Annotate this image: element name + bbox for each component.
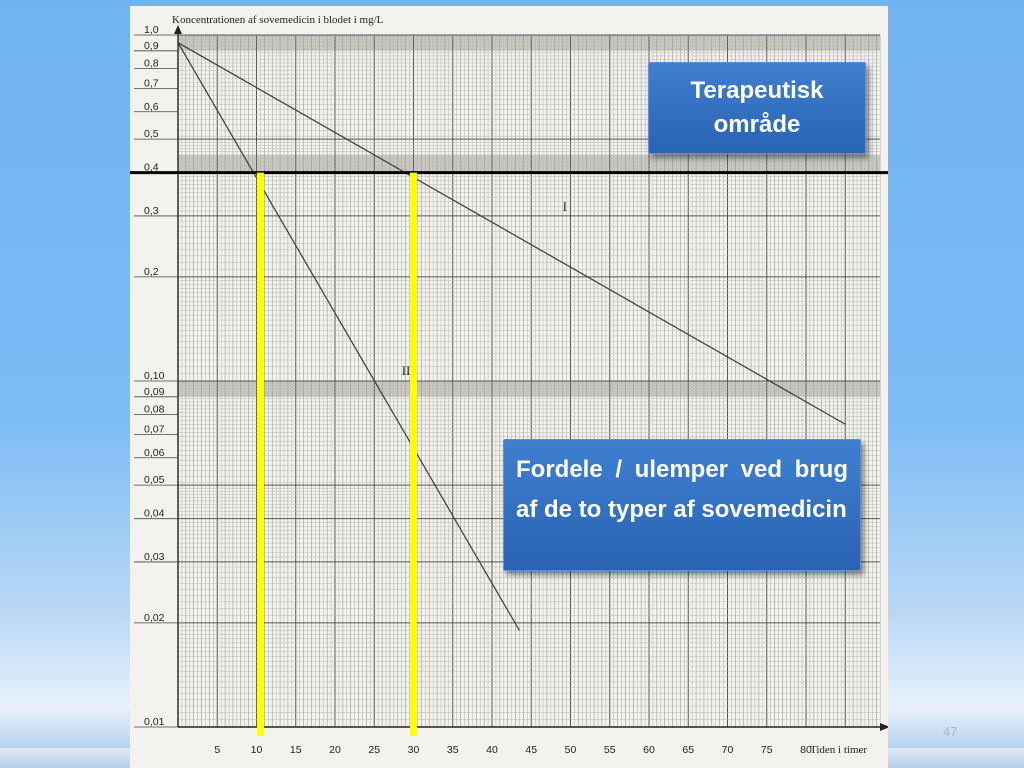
x-tick-label: 60	[643, 744, 655, 756]
series-label-II: II	[401, 363, 411, 379]
x-tick-label: 5	[214, 744, 221, 756]
x-tick-label: 45	[525, 744, 538, 756]
y-tick-label: 0,4	[144, 161, 159, 174]
y-tick-label: 0,5	[144, 128, 159, 141]
x-tick-label: 30	[407, 744, 420, 756]
y-tick-label: 0,05	[144, 474, 165, 487]
y-tick-label: 0,06	[144, 446, 165, 459]
x-tick-label: 25	[368, 744, 381, 756]
y-tick-label: 0,9	[144, 39, 159, 52]
y-tick-label: 0,03	[144, 550, 165, 563]
x-axis-label: Tiden i timer	[810, 744, 868, 756]
x-tick-label: 70	[721, 744, 734, 756]
y-tick-label: 0,10	[144, 370, 165, 382]
y-tick-label: 0,7	[144, 77, 159, 90]
y-tick-label: 0,07	[144, 423, 165, 436]
x-tick-label: 50	[564, 744, 577, 756]
pros-cons-callout: Fordele / ulemper ved brug af de to typer af sovemedicin	[503, 439, 861, 571]
x-tick-label: 55	[603, 744, 616, 756]
y-tick-label: 0,3	[144, 204, 159, 217]
x-tick-label: 15	[289, 744, 302, 756]
x-axis-arrow	[880, 723, 888, 731]
y-tick-label: 0,09	[144, 385, 165, 398]
y-tick-label: 0,04	[144, 507, 165, 520]
x-tick-label: 80	[800, 744, 812, 756]
x-tick-label: 20	[329, 744, 341, 756]
series-label-I: I	[562, 198, 567, 214]
y-axis-arrow	[174, 25, 182, 34]
y-axis-label: Koncentrationen af sovemedicin i blodet i mg/L	[172, 14, 384, 26]
y-tick-label: 0,02	[144, 611, 165, 624]
y-tick-label: 1,0	[144, 24, 159, 36]
x-tick-label: 75	[760, 744, 773, 756]
x-tick-label: 35	[446, 744, 459, 756]
x-tick-label: 65	[682, 744, 695, 756]
y-tick-label: 0,8	[144, 57, 159, 70]
y-tick-label: 0,01	[144, 716, 165, 728]
x-tick-label: 10	[250, 744, 263, 756]
y-tick-label: 0,2	[144, 265, 159, 278]
y-tick-label: 0,08	[144, 403, 165, 416]
x-tick-label: 40	[486, 744, 498, 756]
y-tick-label: 0,6	[144, 100, 159, 113]
therapeutic-range-callout: Terapeutisk område	[648, 62, 866, 154]
slide-number: 47	[943, 724, 958, 739]
